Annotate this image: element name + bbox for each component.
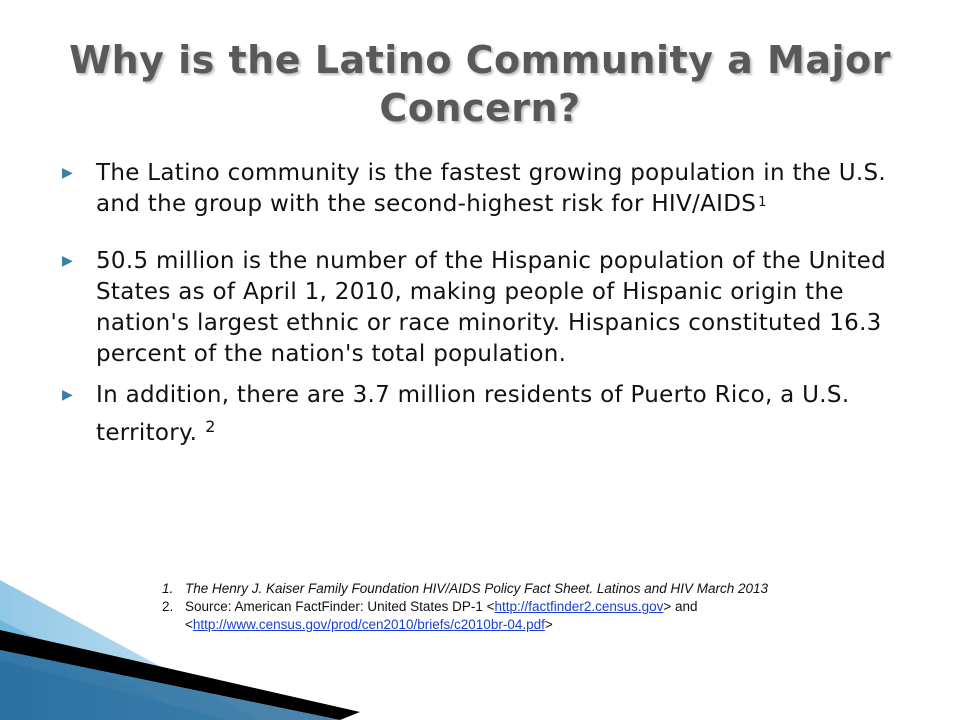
bullet-text: In addition, there are 3.7 million residents of Puerto Rico, a U.S. territory. [96, 382, 850, 446]
bullet-arrow-icon: ▶ [62, 253, 74, 269]
footnote-text-prefix: Source: American FactFinder: United States DP-1 < [185, 599, 495, 614]
footnote-ref: 1 [758, 195, 767, 210]
factfinder-link[interactable]: http://factfinder2.census.gov [494, 599, 664, 614]
decorative-corner-graphic [0, 560, 420, 720]
bullet-list [62, 158, 892, 452]
footnote-number: 1. [162, 581, 174, 596]
footnote-ref: 2 [205, 417, 216, 436]
slide-title: Why is the Latino Community a Major Concern? [69, 38, 891, 130]
footnote-text: The Henry J. Kaiser Family Foundation HIV/AIDS Policy Fact Sheet. Latinos and HIV March 2013 [185, 581, 769, 596]
bullet-arrow-icon: ▶ [62, 165, 74, 181]
bullet-item-2 [62, 246, 892, 370]
bullet-item-1 [62, 158, 892, 220]
bullet-item-3 [62, 376, 892, 452]
bullet-text: 50.5 million is the number of the Hispanic population of the United States as of April 1, 2010, making people of Hispanic origin the nation's largest ethnic or race minority. Hispanics constituted 16.3 percent of the nation's total population. [96, 248, 886, 367]
bullet-text: The Latino community is the fastest growing population in the U.S. and the group with the second-highest risk for HIV/AIDS [96, 160, 886, 217]
footnote-text-middle: > and < [185, 599, 698, 632]
census-brief-link[interactable]: http://www.census.gov/prod/cen2010/briefs/c2010br-04.pdf [192, 617, 545, 632]
bullet-arrow-icon: ▶ [62, 387, 74, 403]
footnote-text-suffix: > [544, 617, 553, 632]
footnote-number: 2. [162, 599, 174, 614]
